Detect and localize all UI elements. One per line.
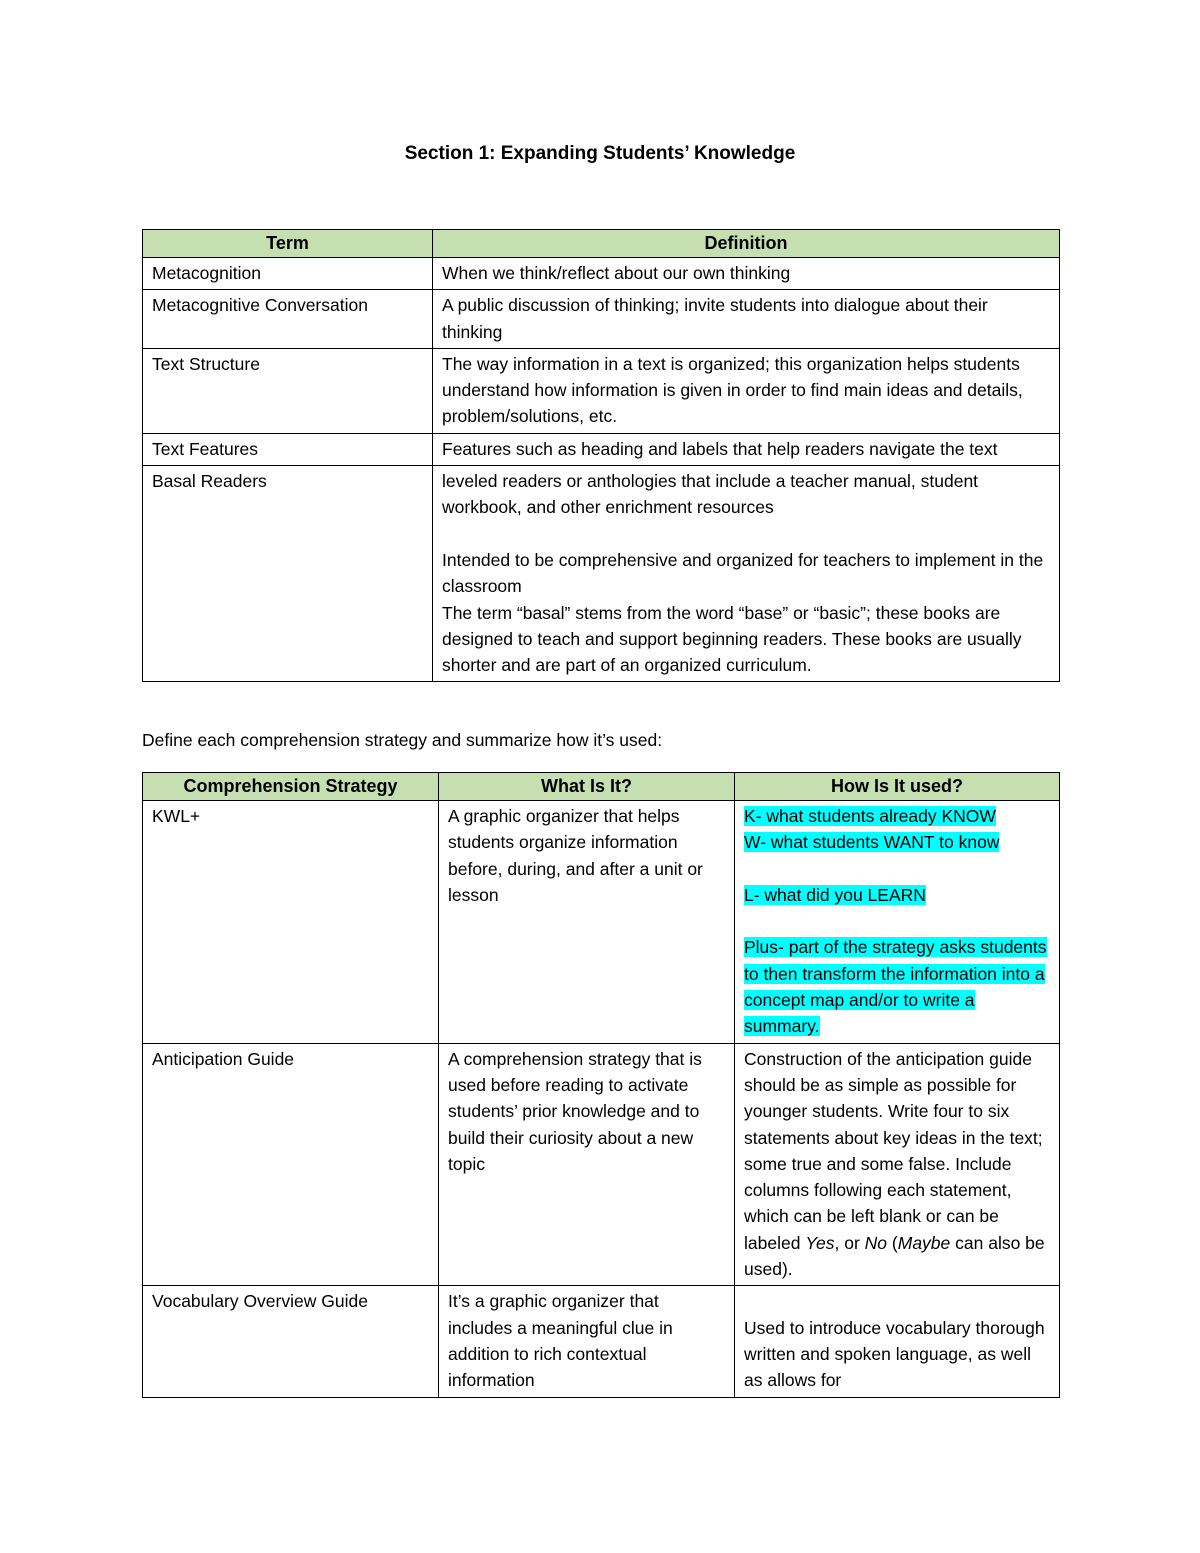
table-row	[143, 348, 1060, 433]
how-text: can also be used).	[744, 1232, 1045, 1280]
highlighted-text: K- what students already KNOW	[744, 806, 996, 826]
definition-cell	[433, 466, 1060, 682]
table-row	[143, 258, 1060, 290]
definition-cell: The way information in a text is organized; this organization helps students understand how information is given in order to find main ideas and details, problem/solutions, etc.	[433, 348, 1060, 433]
header-term: Term	[143, 230, 433, 258]
how-text: Construction of the anticipation guide should be as simple as possible for younger students. Write four to six statements about key ideas in the text; some true and some false. Include columns following each statement, which can be left blank or can be labeled	[744, 1048, 1043, 1253]
what-cell: It’s a graphic organizer that includes a meaningful clue in addition to rich contextual information	[439, 1286, 735, 1397]
table-row	[143, 466, 1060, 682]
blank-line	[442, 521, 1050, 547]
highlighted-text: Plus- part of the strategy asks students to then transform the information into a concept map and/or to write a summary.	[744, 937, 1047, 1037]
strategy-cell: Anticipation Guide	[143, 1043, 439, 1286]
what-cell: A graphic organizer that helps students organize information before, during, and after a unit or lesson	[439, 801, 735, 1044]
table-row	[143, 801, 1060, 1044]
strategy-table	[142, 772, 1060, 1398]
table-row	[143, 1286, 1060, 1397]
italic-no: No	[864, 1232, 888, 1253]
strategy-header-row	[143, 773, 1060, 801]
how-text: , or	[834, 1232, 865, 1253]
section-title: Section 1: Expanding Students’ Knowledge	[404, 143, 796, 164]
blank-line	[744, 856, 1050, 882]
definition-paragraph: leveled readers or anthologies that include a teacher manual, student workbook, and other enrichment resources	[442, 471, 979, 518]
term-cell: Text Structure	[143, 348, 433, 433]
header-what: What Is It?	[439, 773, 735, 801]
italic-yes: Yes	[805, 1232, 835, 1253]
highlighted-text: L- what did you LEARN	[744, 884, 926, 905]
highlighted-text: W- what students WANT to know	[744, 832, 1000, 853]
how-text: (	[887, 1232, 898, 1253]
blank-line	[744, 1288, 1050, 1314]
terms-header-row	[143, 230, 1060, 258]
header-strategy: Comprehension Strategy	[143, 773, 439, 801]
terms-table	[142, 229, 1060, 682]
how-cell	[735, 1043, 1060, 1286]
what-cell: A comprehension strategy that is used before reading to activate students’ prior knowledge and to build their curiosity about a new topic	[439, 1043, 735, 1286]
definition-cell: Features such as heading and labels that help readers navigate the text	[433, 433, 1060, 465]
term-cell: Metacognitive Conversation	[143, 290, 433, 349]
term-cell: Basal Readers	[143, 466, 433, 682]
how-cell	[735, 1286, 1060, 1397]
term-cell: Metacognition	[143, 258, 433, 290]
strategy-instructions: Define each comprehension strategy and summarize how it’s used:	[142, 730, 663, 750]
definition-cell: When we think/reflect about our own thinking	[433, 258, 1060, 290]
table-row	[143, 290, 1060, 349]
definition-cell: A public discussion of thinking; invite students into dialogue about their thinking	[433, 290, 1060, 349]
italic-maybe: Maybe	[897, 1232, 951, 1253]
how-cell	[735, 801, 1060, 1044]
blank-line	[744, 908, 1050, 934]
header-how: How Is It used?	[735, 773, 1060, 801]
table-row	[143, 1043, 1060, 1286]
definition-paragraph: Intended to be comprehensive and organized for teachers to implement in the classroom	[442, 549, 1044, 597]
strategy-cell: KWL+	[143, 801, 439, 1044]
table-row	[143, 433, 1060, 465]
definition-paragraph: The term “basal” stems from the word “base” or “basic”; these books are designed to teach and support beginning readers. These books are usually shorter and are part of an organized curriculum.	[442, 602, 1022, 676]
term-cell: Text Features	[143, 433, 433, 465]
header-definition: Definition	[433, 230, 1060, 258]
strategy-cell: Vocabulary Overview Guide	[143, 1286, 439, 1397]
how-text: Used to introduce vocabulary thorough written and spoken language, as well as allows for	[744, 1317, 1045, 1391]
